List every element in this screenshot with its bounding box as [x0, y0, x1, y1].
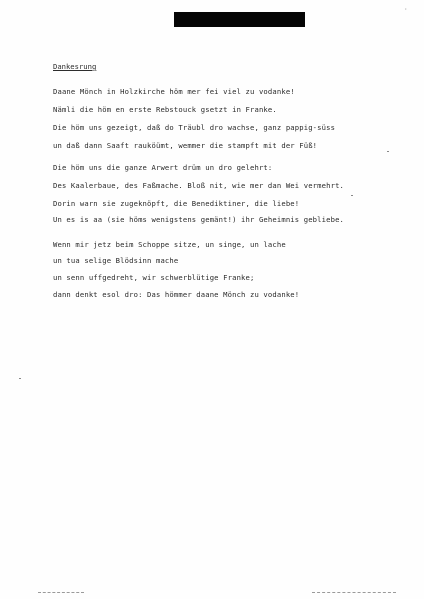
verse-line: Die höm uns die ganze Arwert drüm un dro gelehrt:	[53, 163, 273, 172]
scan-edge-right	[312, 592, 396, 594]
verse-line: dann denkt esol dro: Das hömmer daane Mönch zu vodanke!	[53, 290, 300, 299]
verse-line: Nämli die höm en erste Rebstouck gsetzt in Franke.	[53, 105, 277, 114]
verse-line: Un es is aa (sie höms wenigstens gemänt!) ihr Geheimnis gebliebe.	[53, 215, 345, 224]
redaction-bar	[174, 12, 305, 27]
scan-speck	[19, 378, 21, 379]
scan-speck	[351, 195, 353, 196]
verse-line: un senn uffgedreht, wir schwerblütige Franke;	[53, 273, 255, 282]
verse-line: Wenn mir jetz beim Schoppe sitze, un singe, un lache	[53, 240, 286, 249]
scan-edge-left	[38, 592, 84, 594]
scan-speck	[387, 151, 389, 152]
verse-line: un tua selige Blödsinn mache	[53, 256, 179, 265]
document-title: Dankesrung	[53, 62, 97, 71]
verse-line: Daane Mönch in Holzkirche höm mer fei viel zu vodanke!	[53, 87, 295, 96]
corner-mark: ·	[404, 6, 408, 13]
verse-line: Dorin warn sie zugeknöpft, die Benediktiner, die liebe!	[53, 199, 300, 208]
verse-line: un daß dann Saaft rauköümt, wemmer die stampft mit der Füß!	[53, 141, 318, 150]
verse-line: Des Kaalerbaue, des Faßmache. Bloß nit, wie mer dan Wei vermehrt.	[53, 181, 345, 190]
verse-line: Die höm uns gezeigt, daß do Träubl dro wachse, ganz pappig-süss	[53, 123, 336, 132]
